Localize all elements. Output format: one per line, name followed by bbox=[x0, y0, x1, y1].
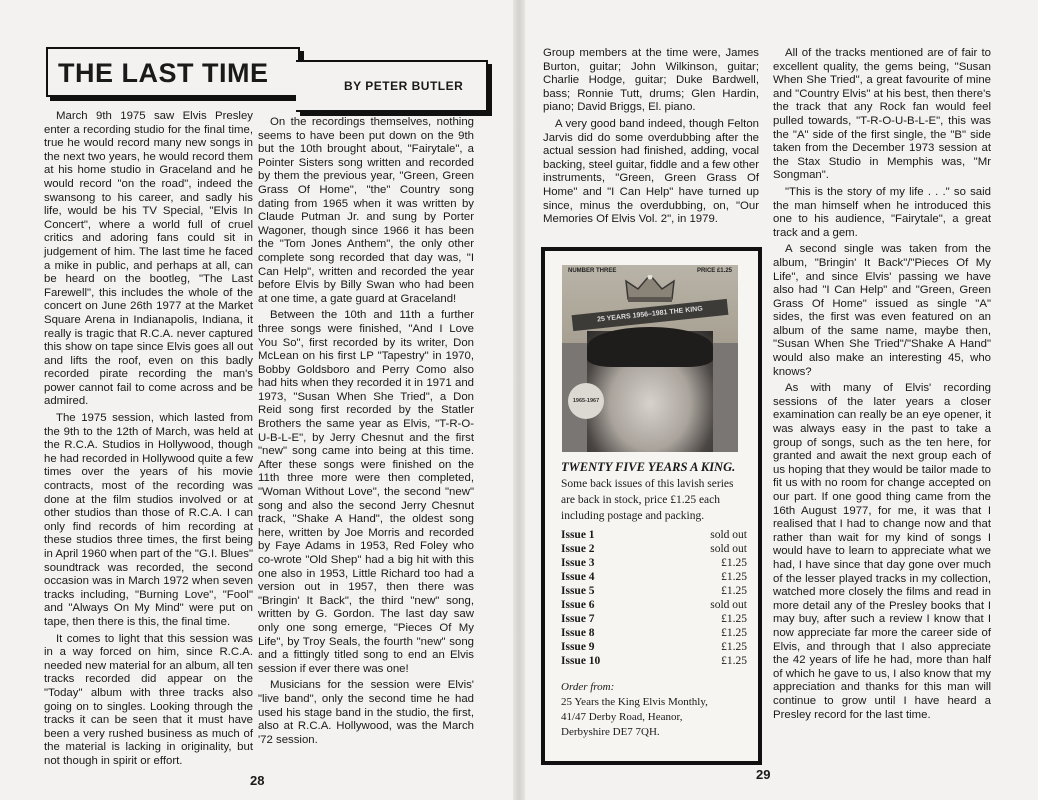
advert-text bbox=[561, 459, 747, 740]
issue-list bbox=[561, 528, 747, 668]
issue-row bbox=[561, 654, 747, 668]
paragraph: Musicians for the session were Elvis' "live band", only the second time he had used his stage band in the studio, the first, also at R.C.A. Hollywood, was the March '72 session. bbox=[258, 679, 474, 746]
issue-label: Issue 9 bbox=[561, 641, 595, 653]
article-column-4 bbox=[773, 47, 991, 725]
article-column-2 bbox=[258, 116, 474, 750]
order-details bbox=[561, 680, 747, 740]
page-number-left: 28 bbox=[250, 773, 265, 788]
issue-status: £1.25 bbox=[721, 655, 747, 667]
paragraph: March 9th 1975 saw Elvis Presley enter a recording studio for the final time, true he would record many new songs in the next two years, he would record them at his home studio in Graceland and he would record "on the road", indeed the swansong to his career, and sadly his life, would be his TV Special, "Elvis In Concert", where a world full of cruel critics and adoring fans could sit in judgement of him. The last time he faced a mike in public, and perhaps at all, can be heard on the bootleg, "The Last Farewell", this includes the whole of the concert on June 26th 1977 at the Market Square Arena in Indianapolis, Indiana, it really is tragic that R.C.A. never captured this show on tape since Elvis goes all out and lifts the roof, even on this badly recorded pirate recording the man's power cannot fail to come across and be admired. bbox=[44, 110, 253, 408]
issue-label: Issue 7 bbox=[561, 613, 595, 625]
issue-row bbox=[561, 626, 747, 640]
issue-label: Issue 5 bbox=[561, 585, 595, 597]
issue-label: Issue 4 bbox=[561, 571, 595, 583]
issue-status: £1.25 bbox=[721, 585, 747, 597]
byline: BY PETER BUTLER bbox=[344, 79, 464, 93]
paragraph: It comes to light that this session was in a way forced on him, since R.C.A. needed new material for an album, all ten tracks recorded did appear on the "Today" album with three tracks also going on to singles. Looking through the tracks it can be seen that it must have been a very rushed business as much of the material is lacking in originality, but not though in spirit or effort. bbox=[44, 632, 253, 767]
cover-price-label: PRICE £1.25 bbox=[696, 268, 732, 274]
byline-box bbox=[296, 60, 488, 112]
issue-row bbox=[561, 556, 747, 570]
magazine-cover-image bbox=[562, 265, 738, 452]
issue-label: Issue 6 bbox=[561, 599, 595, 611]
issue-label: Issue 1 bbox=[561, 529, 595, 541]
paragraph: A very good band indeed, though Felton Jarvis did do some overdubbing after the actual session had finished, adding, vocal backing, steel guitar, fiddle and a few other instruments, "Green, Green Grass Of Home" and "I Can Help" have turned up since, minus the overdubbing, on, "Our Memories Of Elvis Vol. 2", in 1979. bbox=[543, 117, 759, 226]
issue-row bbox=[561, 542, 747, 556]
paragraph: As with many of Elvis' recording sessions of the later years a closer examination can really be an eye opener, it was always easy in the past to take a group of songs, such as the ten here, for granted and await the next group each of us hoping that they would be tailor made to fit us with no room for change accepted on our part. If one good thing came from the 16th August 1977, for me, it was that I realised that I had to change now and that rather than wait for my kind of songs I would have to learn to appreciate what we had, I have since that day gone over much of the lesser played tracks in my collection, watched more closely the films and read in more detail any of the Presley books that I may buy, after such a review I know that I now appreciate far more the career side of Elvis, and through that I also appreciate the 42 years of life he had, more than half of which he gave to us, I also know that my appreciation and thanks for this man will continue to grow until I have heard a Presley record for the last time. bbox=[773, 382, 991, 721]
issue-row bbox=[561, 612, 747, 626]
issue-status: £1.25 bbox=[721, 571, 747, 583]
issue-row bbox=[561, 640, 747, 654]
issue-status: £1.25 bbox=[721, 557, 747, 569]
back-issues-advert bbox=[541, 247, 762, 765]
address-line: 41/47 Derby Road, Heanor, bbox=[561, 711, 683, 723]
issue-row bbox=[561, 584, 747, 598]
advert-intro: Some back issues of this lavish series are back in stock, price £1.25 each including postage and packing. bbox=[561, 478, 734, 522]
address-line: Derbyshire DE7 7QH. bbox=[561, 726, 660, 738]
paragraph: The 1975 session, which lasted from the 9th to the 12th of March, was held at the R.C.A. Studios in Hollywood, though he had recorded in Hollywood quite a few times over the years of his movie contracts, most of the recording was done at the film studios involved or at other studios than those of R.C.A. I can only find records of him recording at these studios three times, the first being in April 1960 when part of the "G.I. Blues" soundtrack was recorded, the second occasion was in March 1972 when seven tracks including, "Burning Love", "Fool" and "Always On My Mind" were put on tape, then there is this, the final time. bbox=[44, 412, 253, 628]
issue-status: £1.25 bbox=[721, 641, 747, 653]
page-spine bbox=[513, 0, 525, 800]
paragraph: A second single was taken from the album, "Bringin' It Back"/"Pieces Of My Life", and since Elvis' passing we have also had "I Can Help" and "Green, Green Grass Of Home" issued as single "A" sides, the first was even featured on an album of the same name, maybe then, "Susan When She Tried"/"Shake A Hand" would also make an interesting 45, who knows? bbox=[773, 243, 991, 378]
issue-status: £1.25 bbox=[721, 613, 747, 625]
article-column-3 bbox=[543, 47, 759, 230]
issue-label: Issue 10 bbox=[561, 655, 601, 667]
paragraph: All of the tracks mentioned are of fair to excellent quality, the gems being, "Susan When She Tried", a great favourite of mine and "Country Elvis" at his best, then there's the track that any Rock fan would feel pulled towards, "T-R-O-U-B-L-E", this was the "A" side of the first single, the "B" side taken from the December 1973 session at the Stax Studio in Memphis was, "Mr Songman". bbox=[773, 47, 991, 182]
article-title: THE LAST TIME bbox=[58, 58, 269, 88]
issue-row bbox=[561, 570, 747, 584]
article-column-1 bbox=[44, 110, 253, 772]
cover-badge: 1965-1967 bbox=[568, 383, 604, 419]
issue-status: £1.25 bbox=[721, 627, 747, 639]
issue-label: Issue 8 bbox=[561, 627, 595, 639]
page-number-right: 29 bbox=[756, 767, 771, 782]
paragraph: On the recordings themselves, nothing seems to have been put down on the 9th but the 10th brought about, "Fairytale", a Pointer Sisters song written and recorded by them the previous year, "Green, Green Grass Of Home", "the" Country song dating from 1965 when it was written by Claude Putman Jr. and sung by Porter Wagoner, though since 1966 it has been the "Tom Jones Anthem", the only other complete song recorded that day was, "I Can Help", written and recorded the year before Elvis by Billy Swan who had been at one time, a gate guard at Graceland! bbox=[258, 116, 474, 305]
article-title-box bbox=[46, 47, 300, 97]
issue-status: sold out bbox=[710, 529, 747, 541]
paragraph: Between the 10th and 11th a further three songs were finished, "And I Love You So", first recorded by its writer, Don McLean on his first LP "Tapestry" in 1970, Bobby Goldsboro and Perry Como also had hits when they recorded it in 1971 and 1973, "Susan When She Tried", a Don Reid song first recorded by the Statler Brothers the same year as Elvis, "T-R-O-U-B-L-E", by Jerry Chesnut and the first "new" song came into being at this time. After these songs were finished on the 11th three more were then completed, "Woman Without Love", the second "new" song and also the second Jerry Chesnut track, "Shake A Hand", the oldest song here, written by Joe Morris and recorded by Faye Adams in 1953, Red Foley who co-wrote "Old Shep" had a big hit with this one also in 1953, Little Richard too had a version out in 1957, then there was "Bringin' It Back", the third "new" song, written by G. Gordon. The last day saw only one song emerge, "Pieces Of My Life", by Troy Seals, the fourth "new" song and a fittingly titled song to end an Elvis session if ever there was one! bbox=[258, 309, 474, 675]
portrait-hair bbox=[587, 327, 713, 367]
cover-banner: 25 YEARS 1956–1981 THE KING bbox=[572, 299, 729, 331]
address-line: 25 Years the King Elvis Monthly, bbox=[561, 696, 708, 708]
order-label: Order from: bbox=[561, 681, 615, 693]
crown-icon bbox=[624, 273, 676, 303]
advert-heading: TWENTY FIVE YEARS A KING. bbox=[561, 460, 736, 474]
cover-issue-label: NUMBER THREE bbox=[568, 268, 617, 274]
issue-label: Issue 3 bbox=[561, 557, 595, 569]
paragraph: "This is the story of my life . . ." so said the man himself when he introduced this one to his audience, "Fairytale", a great track and a gem. bbox=[773, 185, 991, 239]
issue-row bbox=[561, 598, 747, 612]
issue-status: sold out bbox=[710, 599, 747, 611]
issue-label: Issue 2 bbox=[561, 543, 595, 555]
paragraph: Group members at the time were, James Burton, guitar; John Wilkinson, guitar; Charlie Hodge, guitar; Duke Bardwell, bass; Ronnie Tutt, drums; Glen Hardin, piano; David Briggs, El. piano. bbox=[543, 47, 759, 114]
issue-row bbox=[561, 528, 747, 542]
issue-status: sold out bbox=[710, 543, 747, 555]
